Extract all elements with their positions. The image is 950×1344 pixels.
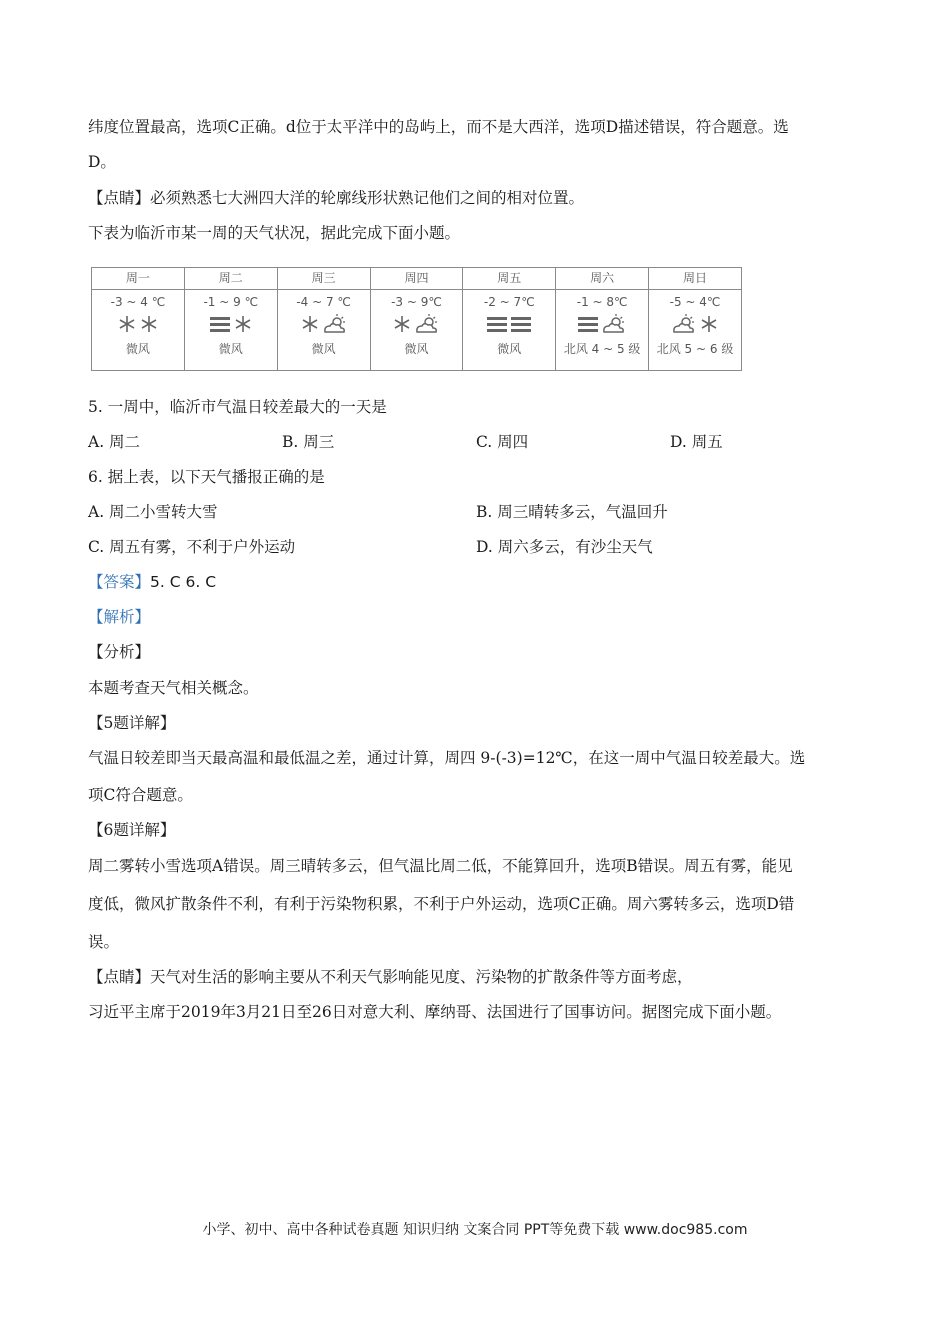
tip1: 【点睛】必须熟悉七大洲四大洋的轮廓线形状熟记他们之间的相对位置。 [88,189,585,207]
temp-range: -3 ~ 9℃ [391,295,442,309]
detail6-line2: 度低，微风扩散条件不利，有利于污染物积累，不利于户外运动，选项C正确。周六雾转多云，选项D错 [88,895,795,913]
day-cell [184,290,277,371]
table-intro: 下表为临沂市某一周的天气状况，据此完成下面小题。 [88,224,461,242]
temp-range: -1 ~ 9 ℃ [203,295,259,309]
snow-icon [118,315,136,333]
q6-option-d: D. 周六多云，有沙尘天气 [476,538,653,556]
snow-icon [234,315,252,333]
fog-icon [511,315,531,333]
day-header: 周六 [556,268,649,290]
q5-option-d: D. 周五 [670,433,723,451]
wind-label: 微风 [497,342,522,356]
day-cell [463,290,556,371]
para1-line2: D。 [88,153,116,171]
wind-label: 微风 [125,342,150,356]
temp-range: -4 ~ 7 ℃ [296,295,351,309]
snow-icon [393,315,411,333]
q6-option-b: B. 周三晴转多云，气温回升 [476,503,668,521]
temp-range: -1 ~ 8℃ [576,295,628,309]
detail6-label: 【6题详解】 [88,821,176,839]
wind-label: 北风 5 ~ 6 级 [656,342,734,356]
temp-range: -3 ~ 4 ℃ [110,295,166,309]
q6-option-c: C. 周五有雾，不利于户外运动 [88,538,296,556]
q5-option-b: B. 周三 [282,433,335,451]
temp-range: -5 ~ 4℃ [669,295,721,309]
answer-label: 【答案】 [88,573,151,591]
fog-icon [578,315,598,333]
snow-icon [140,315,158,333]
answer-line [88,571,862,593]
page-footer: 小学、初中、高中各种试卷真题 知识归纳 文案合同 PPT等免费下载 www.doc985.com [202,1222,748,1238]
next-intro: 习近平主席于2019年3月21日至26日对意大利、摩纳哥、法国进行了国事访问。据图完成下面小题。 [88,1003,782,1021]
q6-option-a: A. 周二小雪转大雪 [88,503,218,521]
day-header: 周三 [277,268,370,290]
answer-value: 5. C 6. C [150,573,217,591]
detail5-line1: 气温日较差即当天最高温和最低温之差，通过计算，周四 9-(-3)=12℃，在这一周中气温日较差最大。选 [88,749,806,767]
partly-cloudy-icon [415,314,439,334]
detail6-line1: 周二雾转小雪选项A错误。周三晴转多云，但气温比周二低，不能算回升，选项B错误。周五有雾，能见 [88,857,793,875]
day-header: 周五 [463,268,556,290]
detail6-line3: 误。 [88,933,120,951]
q5-stem: 5. 一周中，临沂市气温日较差最大的一天是 [88,398,387,416]
wind-label: 北风 4 ~ 5 级 [563,342,641,356]
q5-option-c: C. 周四 [476,433,529,451]
fenxi-text: 本题考查天气相关概念。 [88,679,259,697]
weather-table [91,267,742,371]
q5-option-a: A. 周二 [88,433,141,451]
day-header: 周一 [92,268,185,290]
day-header: 周四 [370,268,463,290]
wind-label: 微风 [404,342,429,356]
fog-icon [210,315,230,333]
detail5-label: 【5题详解】 [88,714,176,732]
tip2: 【点睛】天气对生活的影响主要从不利天气影响能见度、污染物的扩散条件等方面考虑， [88,968,693,986]
partly-cloudy-icon [323,314,347,334]
snow-icon [700,315,718,333]
partly-cloudy-icon [602,314,626,334]
snow-icon [301,315,319,333]
wind-label: 微风 [218,342,243,356]
temp-range: -2 ~ 7℃ [483,295,535,309]
day-header: 周日 [649,268,742,290]
para1-line1: 纬度位置最高，选项C正确。d位于太平洋中的岛屿上，而不是大西洋，选项D描述错误，符合题意。选 [88,118,789,136]
analysis-label: 【解析】 [88,608,151,626]
day-header: 周二 [184,268,277,290]
fenxi-label: 【分析】 [88,643,151,661]
day-cell [92,290,185,371]
partly-cloudy-icon [672,314,696,334]
fog-icon [487,315,507,333]
wind-label: 微风 [311,342,336,356]
day-cell [277,290,370,371]
day-cell [649,290,742,371]
detail5-line2: 项C符合题意。 [88,786,193,804]
q6-stem: 6. 据上表，以下天气播报正确的是 [88,468,325,486]
day-cell [370,290,463,371]
day-cell [556,290,649,371]
